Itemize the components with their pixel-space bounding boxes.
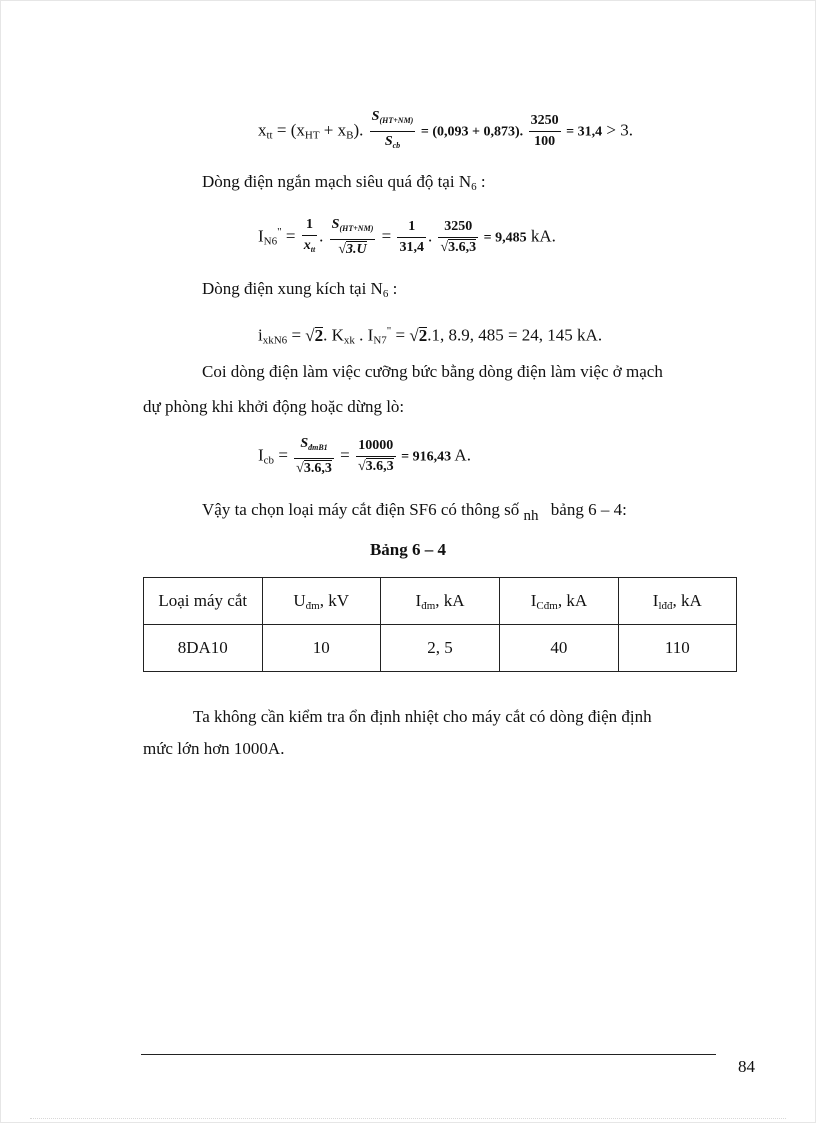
fraction: [529, 112, 561, 151]
table-header-cell: [144, 578, 263, 625]
eq-text: =: [281, 226, 300, 246]
frac-part: 3250: [529, 112, 561, 132]
paragraph-superquick: [202, 171, 486, 198]
eq-text: .: [427, 226, 433, 246]
eq-sub: HT: [304, 129, 320, 142]
table-cell: 10: [262, 625, 380, 672]
header-text: Loại máy cắt: [158, 591, 248, 610]
paragraph-impulse: [202, 278, 397, 305]
frac-part: S: [300, 436, 309, 451]
frac-part: 3250: [438, 218, 478, 238]
para-text: bảng 6 – 4:: [550, 500, 627, 519]
frac-part: S: [384, 134, 393, 149]
frac-part: 3.6,3: [365, 459, 394, 474]
para-text: Dòng điện ngắn mạch siêu quá độ tại N: [202, 172, 472, 191]
fraction: $\frac{S_{đmB1}}{√3.6,3}$: [296, 436, 332, 476]
frac-part: 100: [534, 134, 556, 149]
frac-part: 3.6,3: [448, 240, 477, 256]
table-cell: 2, 5: [380, 625, 499, 672]
para-text: Vậy ta chọn loại máy cắt điện SF6 có thông số: [202, 500, 520, 519]
para-text: :: [388, 279, 398, 298]
table-header-cell: [500, 578, 618, 625]
equation-icb: [258, 435, 471, 480]
header-text: I: [530, 590, 537, 610]
header-sub: đm: [305, 599, 320, 612]
fraction: $\frac{3250}{√3.6,3}$: [440, 219, 477, 256]
eq-text: . I: [354, 325, 374, 345]
header-text: I: [652, 590, 659, 610]
eq-text: =: [377, 226, 396, 246]
para-sub: 6: [382, 288, 389, 300]
eq-text: ).: [353, 120, 368, 140]
fraction: [302, 216, 317, 259]
fraction: [370, 108, 416, 155]
header-text: , kA: [435, 590, 465, 610]
eq-radical: 2: [418, 325, 428, 345]
header-sub: lđđ: [658, 599, 673, 612]
frac-part: x: [303, 238, 311, 254]
paragraph-conclusion-line2: mức lớn hơn 1000A.: [143, 739, 285, 758]
eq-text: kA.: [526, 226, 556, 246]
header-text: , kA: [557, 590, 588, 610]
frac-part: 3.6,3: [303, 461, 332, 476]
frac-part: 1: [302, 216, 317, 236]
frac-part: S: [331, 217, 340, 233]
equation-ixk: $i_{xkN6} = √2$. $K_{xk}$ . $I_{N7}^" = √2.1$, 8.9, 485 = 24, 145 kA.: [258, 325, 603, 347]
equation-xtt: [258, 108, 633, 155]
frac-part: tt: [310, 245, 316, 255]
eq-text: I: [258, 226, 264, 246]
table-cell: 8DA10: [144, 625, 263, 672]
eq-sub: B: [346, 129, 354, 142]
eq-sub: cb: [263, 454, 275, 467]
eq-text: I: [258, 445, 264, 465]
eq-text: A.: [451, 445, 471, 465]
eq-sub: xkN6: [262, 334, 288, 347]
eq-sub: tt: [266, 129, 273, 142]
para-text: Dòng điện xung kích tại N: [202, 279, 383, 298]
table-row: [144, 625, 737, 672]
header-text: , kV: [319, 590, 350, 610]
frac-part: (HT+NM): [339, 224, 374, 234]
header-text: , kA: [672, 590, 702, 610]
para-sub: 6: [471, 181, 477, 193]
paragraph-forced-line2: dự phòng khi khởi động hoặc dừng lò:: [143, 397, 405, 416]
table-header-cell: [618, 578, 736, 625]
eq-sup: ": [277, 226, 282, 238]
eq-text: .: [319, 226, 324, 246]
eq-text: > 3.: [602, 120, 633, 140]
eq-text: =: [335, 445, 354, 465]
header-sub: Cđm: [536, 599, 558, 612]
eq-text: =: [274, 445, 293, 465]
frac-part: 3.U: [346, 242, 367, 258]
eq-text: .1, 8.9, 485 = 24, 145 kA.: [427, 325, 603, 345]
eq-sub: N6: [263, 235, 278, 248]
eq-sup: ": [386, 325, 392, 337]
spec-table: [143, 577, 737, 672]
eq-text: = 916,43: [397, 449, 452, 465]
frac-part: (HT+NM): [379, 116, 414, 125]
eq-text: x: [258, 120, 267, 140]
page-bottom-dotted-line: [30, 1118, 786, 1119]
eq-sub: N7: [373, 334, 387, 347]
paragraph-choose: [202, 499, 627, 527]
frac-part: 1: [397, 218, 426, 238]
eq-text: i: [258, 325, 263, 345]
header-text: I: [415, 590, 422, 610]
page-number: 84: [738, 1057, 755, 1076]
frac-part: 10000: [356, 437, 396, 457]
eq-text: = (0,093 + 0,873).: [417, 124, 527, 140]
header-sub: đm: [421, 599, 436, 612]
eq-text: = (x: [272, 120, 305, 140]
frac-part: đmB1: [308, 443, 328, 452]
fraction: $\frac{S_{(HT+NM)}}{√3.U}$: [331, 217, 374, 258]
eq-text: =: [287, 325, 306, 345]
table-cell: 110: [618, 625, 736, 672]
eq-radical: 2: [314, 325, 324, 345]
table-caption: Bảng 6 – 4: [369, 540, 447, 559]
fraction: [397, 218, 426, 257]
para-text: :: [476, 172, 486, 191]
eq-text: = 31,4: [562, 124, 603, 140]
para-sub: nh: [523, 508, 539, 524]
frac-part: cb: [392, 141, 401, 150]
eq-sub: xk: [343, 334, 355, 347]
frac-part: S: [371, 109, 380, 124]
paragraph-conclusion-line1: Ta không cần kiểm tra ổn định nhiệt cho máy cắt có dòng điện định: [193, 707, 652, 726]
equation-in6: [258, 212, 556, 262]
table-cell: 40: [500, 625, 618, 672]
fraction: $\frac{10000}{√3.6,3}$: [357, 438, 394, 474]
eq-text: =: [391, 325, 410, 345]
table-header-cell: [380, 578, 499, 625]
table-header-row: [144, 578, 737, 625]
footer-rule: [141, 1054, 716, 1055]
header-text: U: [293, 590, 306, 610]
frac-part: 31,4: [399, 240, 424, 256]
table-header-cell: [262, 578, 380, 625]
eq-text: = 9,485: [480, 230, 527, 246]
eq-text: + x: [319, 120, 347, 140]
eq-text: . K: [323, 325, 344, 345]
paragraph-forced-line1: Coi dòng điện làm việc cưỡng bức bằng dòng điện làm việc ở mạch: [202, 362, 663, 381]
